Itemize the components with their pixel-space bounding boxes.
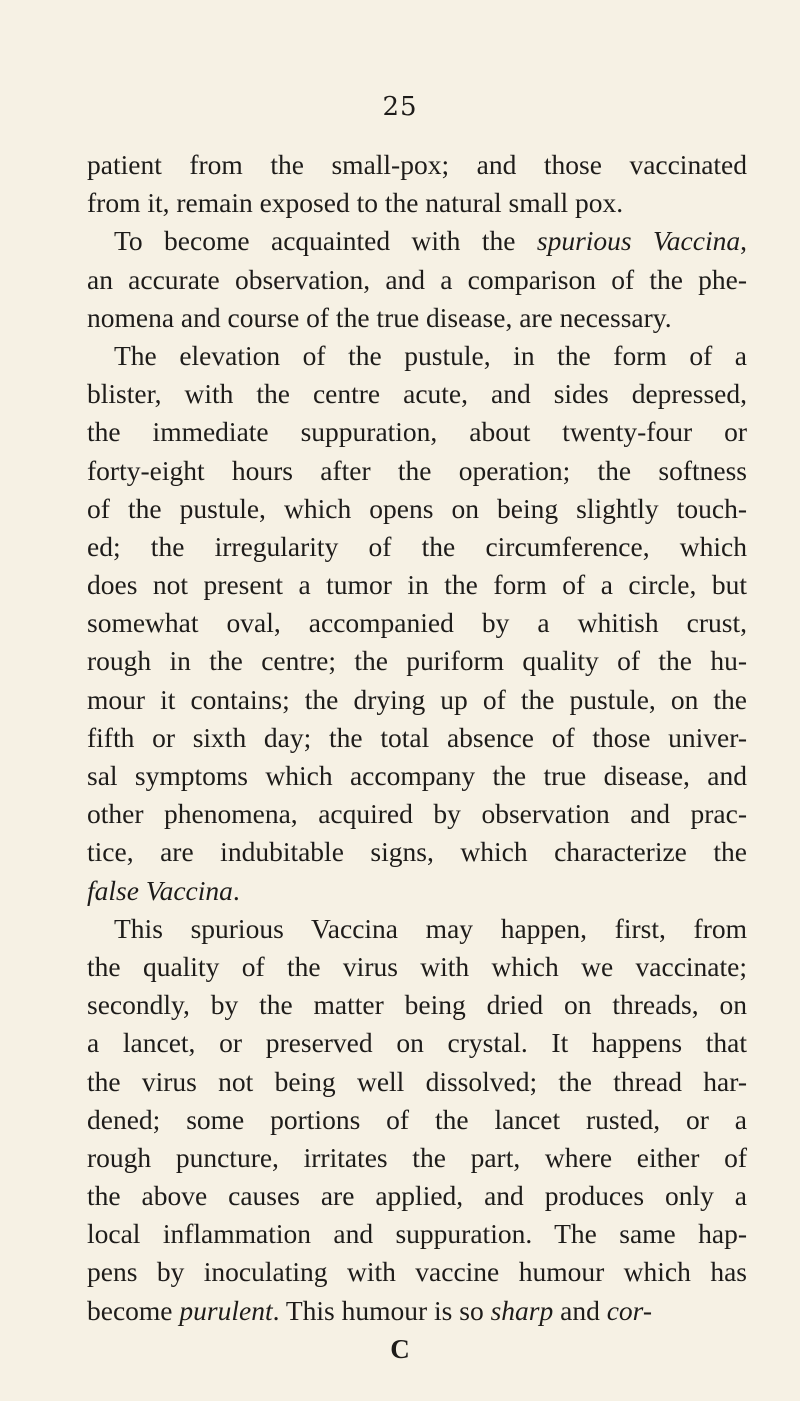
- text-line: [87, 681, 747, 719]
- text-run: the immediate suppuration, about twenty-four or: [87, 416, 747, 448]
- text-run: tice, are indubitable signs, which characterize the: [87, 836, 747, 868]
- text-run: become: [87, 1294, 180, 1326]
- text-run: mour it contains; the drying up of the pustule, on the: [87, 683, 747, 715]
- italic-text: spurious Vaccina: [536, 225, 741, 257]
- text-line: [87, 299, 747, 337]
- signature-mark: C: [390, 1334, 410, 1364]
- text-line: [87, 1215, 747, 1253]
- text-run: rough in the centre; the puriform quality of the hu-: [87, 645, 747, 677]
- text-run: . This humour is so: [272, 1294, 491, 1326]
- text-line: [87, 1101, 747, 1139]
- text-run: patient from the small-pox; and those vaccinated: [87, 149, 747, 180]
- text-line: [87, 642, 747, 680]
- text-run: an accurate observation, and a comparison of the phe-: [87, 263, 747, 295]
- text-run: from it, remain exposed to the natural small pox.: [87, 187, 624, 219]
- text-run: forty-eight hours after the operation; the softness: [87, 454, 747, 486]
- text-line: [87, 757, 747, 795]
- text-run: blister, with the centre acute, and sides depressed,: [87, 378, 747, 410]
- text-run: nomena and course of the true disease, are necessary.: [87, 301, 672, 333]
- text-run: and: [553, 1294, 607, 1326]
- text-line: [87, 1177, 747, 1215]
- italic-text: sharp: [490, 1294, 554, 1326]
- text-line: [87, 910, 747, 948]
- text-run: dened; some portions of the lancet rusted, or a: [87, 1103, 747, 1135]
- text-run: ,: [740, 225, 747, 257]
- text-run: does not present a tumor in the form of a circle, but: [87, 569, 747, 601]
- text-line: [87, 528, 747, 566]
- text-line: [87, 222, 747, 260]
- text-run: other phenomena, acquired by observation and prac-: [87, 798, 747, 830]
- text-run: The elevation of the pustule, in the form of a: [114, 339, 747, 371]
- text-run: ed; the irregularity of the circumference, which: [87, 530, 747, 562]
- italic-text: cor-: [606, 1294, 652, 1326]
- text-line: [87, 1063, 747, 1101]
- text-line: [87, 184, 747, 222]
- text-line: [87, 986, 747, 1024]
- text-line: [87, 1292, 747, 1330]
- body-text: [87, 146, 747, 1330]
- text-run: a lancet, or preserved on crystal. It happens that: [87, 1027, 747, 1059]
- text-line: [87, 1139, 747, 1177]
- text-line: [87, 452, 747, 490]
- text-line: [87, 604, 747, 642]
- text-line: [87, 719, 747, 757]
- text-run: sal symptoms which accompany the true disease, and: [87, 760, 747, 791]
- text-line: [87, 833, 747, 871]
- text-line: [87, 375, 747, 413]
- text-run: This spurious Vaccina may happen, first, from: [114, 912, 747, 944]
- page-number: 25: [382, 92, 418, 122]
- text-line: [87, 1024, 747, 1062]
- italic-text: false Vaccina: [87, 874, 233, 906]
- text-line: [87, 948, 747, 986]
- text-line: [87, 795, 747, 833]
- italic-text: purulent: [179, 1294, 273, 1326]
- text-run: the above causes are applied, and produces only a: [87, 1180, 747, 1212]
- text-line: [87, 413, 747, 451]
- text-line: [87, 566, 747, 604]
- text-line: [87, 337, 747, 375]
- text-line: [87, 872, 747, 910]
- text-run: the virus not being well dissolved; the thread har-: [87, 1065, 747, 1097]
- text-run: of the pustule, which opens on being slightly touch-: [87, 492, 747, 524]
- text-line: [87, 146, 747, 184]
- text-line: [87, 490, 747, 528]
- text-run: rough puncture, irritates the part, where either of: [87, 1141, 747, 1173]
- text-run: pens by inoculating with vaccine humour which has: [87, 1256, 747, 1288]
- text-run: To become acquainted with the: [114, 225, 537, 257]
- text-run: the quality of the virus with which we vaccinate;: [87, 950, 747, 982]
- text-line: [87, 261, 747, 299]
- text-line: [87, 1253, 747, 1291]
- text-run: .: [232, 874, 240, 906]
- text-run: secondly, by the matter being dried on threads, on: [87, 989, 747, 1021]
- text-run: somewhat oval, accompanied by a whitish crust,: [87, 607, 747, 639]
- text-run: local inflammation and suppuration. The same hap-: [87, 1218, 747, 1250]
- text-run: fifth or sixth day; the total absence of those univer-: [87, 721, 747, 753]
